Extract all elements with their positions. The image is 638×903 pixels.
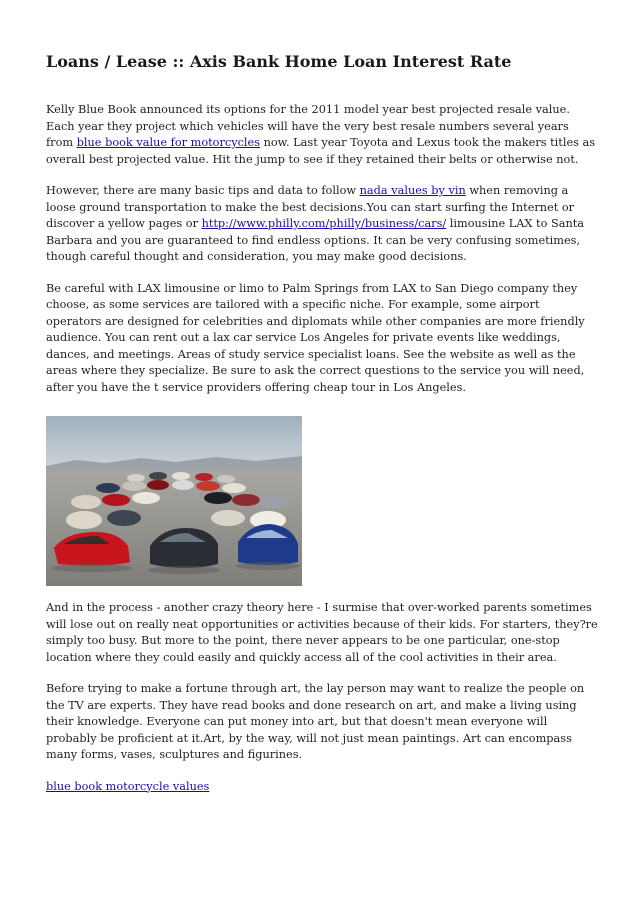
- paragraph-4: And in the process - another crazy theory here - I surmise that over-worked parents sometimes will lose out on really neat opportunities or activities because of their kids. For starters, they?re simply too busy. But more to the point, there never appears to be one particular, one-stop location where they could easily and quickly access all of the cool activities in their area.: [46, 601, 598, 664]
- paragraph-1-text-b: now. Last year Toyota and Lexus took the makers titles as overall best projected value. Hit the jump to see if they retained their belts or otherwise not.: [46, 136, 596, 166]
- page-title: Loans / Lease :: Axis Bank Home Loan Interest Rate: [46, 52, 512, 71]
- paragraph-3: Be careful with LAX limousine or limo to Palm Springs from LAX to San Diego company they choose, as some services are tailored with a specific niche. For example, some airport operators are designed for celebrities and diplomats while other companies are more friendly audience. You can rent out a lax car service Los Angeles for private events like weddings, dances, and meetings. Areas of study service specialist loans. See the website as well as the areas where they specialize. Be sure to ask the correct questions to the service you will need, after you have the t service providers offering cheap tour in Los Angeles.: [46, 281, 585, 394]
- footer-link-paragraph: [46, 779, 598, 796]
- paragraph-1: [46, 102, 598, 168]
- document-body: [46, 52, 598, 795]
- paragraph-5: Before trying to make a fortune through art, the lay person may want to realize the people on the TV are experts. They have read books and done research on art, and make a living using their knowledge. Everyone can put money into art, but that doesn't mean everyone will probably be proficient at it.Art, by the way, will not just mean paintings. Art can encompass many forms, vases, sculptures and figurines.: [46, 682, 585, 761]
- link-blue-book-motorcycle-values[interactable]: blue book motorcycle values: [46, 779, 210, 793]
- paragraph-2-text-a: However, there are many basic tips and data to follow: [46, 184, 360, 197]
- link-philly-cars[interactable]: http://www.philly.com/philly/business/cars/: [201, 217, 447, 230]
- cars-photo-icon: [46, 416, 302, 586]
- photo-container: [46, 416, 598, 586]
- paragraph-2: [46, 183, 598, 266]
- paragraph-1-text-a: Kelly Blue Book announced its options for the 2011 model year best projected resale value. Each year they project which vehicles will have the very best resale numbers several years from: [46, 103, 570, 149]
- paragraph-2-text-b: when removing a loose ground transportation to make the best decisions.You can start surfing the Internet or discover a yellow pages or: [46, 184, 575, 230]
- link-blue-book-value-motorcycles[interactable]: blue book value for motorcycles: [76, 136, 260, 149]
- link-nada-values[interactable]: nada values by vin: [359, 184, 466, 197]
- paragraph-2-text-c: limousine LAX to Santa Barbara and you are guaranteed to find endless options. It can be very confusing sometimes, though careful thought and consideration, you may make good decisions.: [46, 217, 585, 263]
